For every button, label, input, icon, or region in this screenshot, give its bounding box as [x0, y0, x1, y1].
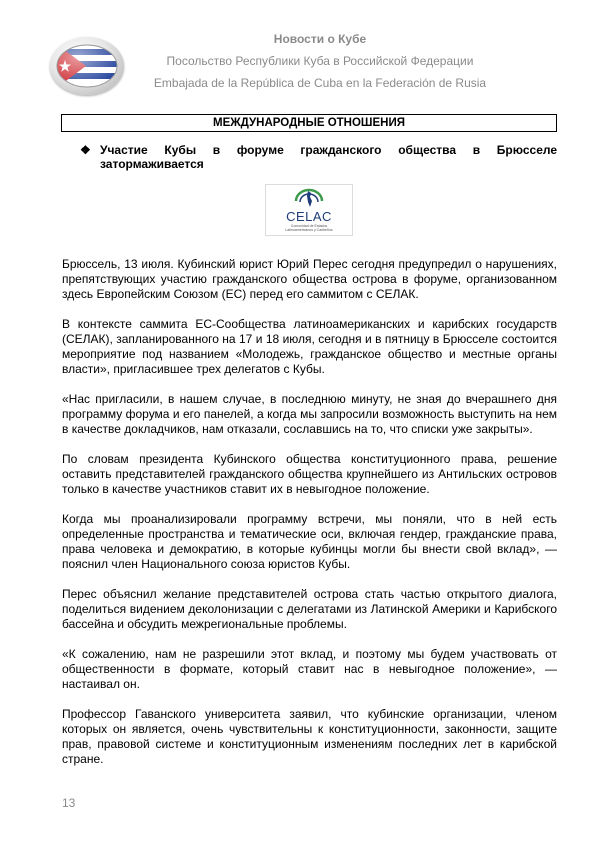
article-headline: [80, 143, 557, 171]
celac-name: CELAC: [286, 209, 332, 224]
header-embassy-ru: Посольство Республики Куба в Российской Федерации: [166, 54, 474, 68]
article-paragraph: Брюссель, 13 июля. Кубинский юрист Юрий Перес сегодня предупредил о нарушениях, препятствующих участию гражданского общества острова в форуме, организованном здесь Европейским Союзом (ЕС) перед его саммитом с СЕЛАК.: [62, 257, 557, 301]
celac-logo: [265, 184, 353, 236]
celac-subtitle-line1: Comunidad de Estados: [290, 224, 328, 228]
diamond-bullet-icon: ❖: [80, 143, 91, 157]
header-embassy-es: Embajada de la República de Cuba en la Federación de Rusia: [153, 76, 487, 90]
article-paragraph: Перес объяснил желание представителей острова стать частью открытого диалога, поделиться видением деколонизации с делегатами из Латинской Америки и Карибского бассейна и обсудить межрегиональные проблемы.: [62, 587, 557, 631]
article-paragraph: «К сожалению, нам не разрешили этот вклад, и поэтому мы будем участвовать от общественности в формате, который ставит нас в невыгодное положение», — настаивал он.: [62, 647, 557, 691]
article-paragraph: Профессор Гаванского университета заявил, что кубинские организации, членом которых он является, очень чувствительны к конституционности, законности, защите прав, правовой системе и конституционным изменениям последних лет в карибской стране.: [62, 707, 557, 766]
article-paragraph: В контексте саммита ЕС-Сообщества латиноамериканских и карибских государств (СЕЛАК), запланированного на 17 и 18 июля, сегодня и в пятницу в Брюсселе состоится мероприятие под названием «Молодежь, гражданское общество и местные органы власти», пригласившее трех делегатов с Кубы.: [62, 317, 557, 376]
header-title: Новости о Кубе: [273, 32, 367, 46]
article-body: [62, 257, 557, 782]
headline-text: Участие Кубы в форуме гражданского общества в Брюсселе затормаживается: [100, 143, 557, 171]
article-paragraph: «Нас пригласили, в нашем случае, в последнюю минуту, не зная до вчерашнего дня программу форума и его панелей, а когда мы запросили возможность выступить на нем в качестве докладчиков, нам отказали, сославшись на то, что списки уже закрыты».: [62, 392, 557, 436]
page-number: 13: [62, 796, 76, 810]
article-paragraph: Когда мы проанализировали программу встречи, мы поняли, что в ней есть определенные пространства и тематические оси, включая гендер, гражданские права, права человека и демократию, в которые кубинцы могли бы внести свой вклад», — пояснил член Национального союза юристов Кубы.: [62, 512, 557, 571]
celac-emblem-icon: [266, 185, 352, 211]
article-paragraph: По словам президента Кубинского общества конституционного права, решение оставить представителей гражданского общества крупнейшего из Антильских островов только в качестве участников ставит их в невыгодное положение.: [62, 452, 557, 496]
cuba-flag-logo: [50, 37, 124, 95]
celac-subtitle: [266, 224, 352, 232]
cuba-flag-icon: [50, 37, 124, 95]
section-title: МЕЖДУНАРОДНЫЕ ОТНОШЕНИЯ: [61, 114, 557, 132]
celac-subtitle-line2: Latinoamericanos y Caribeños: [285, 228, 333, 232]
